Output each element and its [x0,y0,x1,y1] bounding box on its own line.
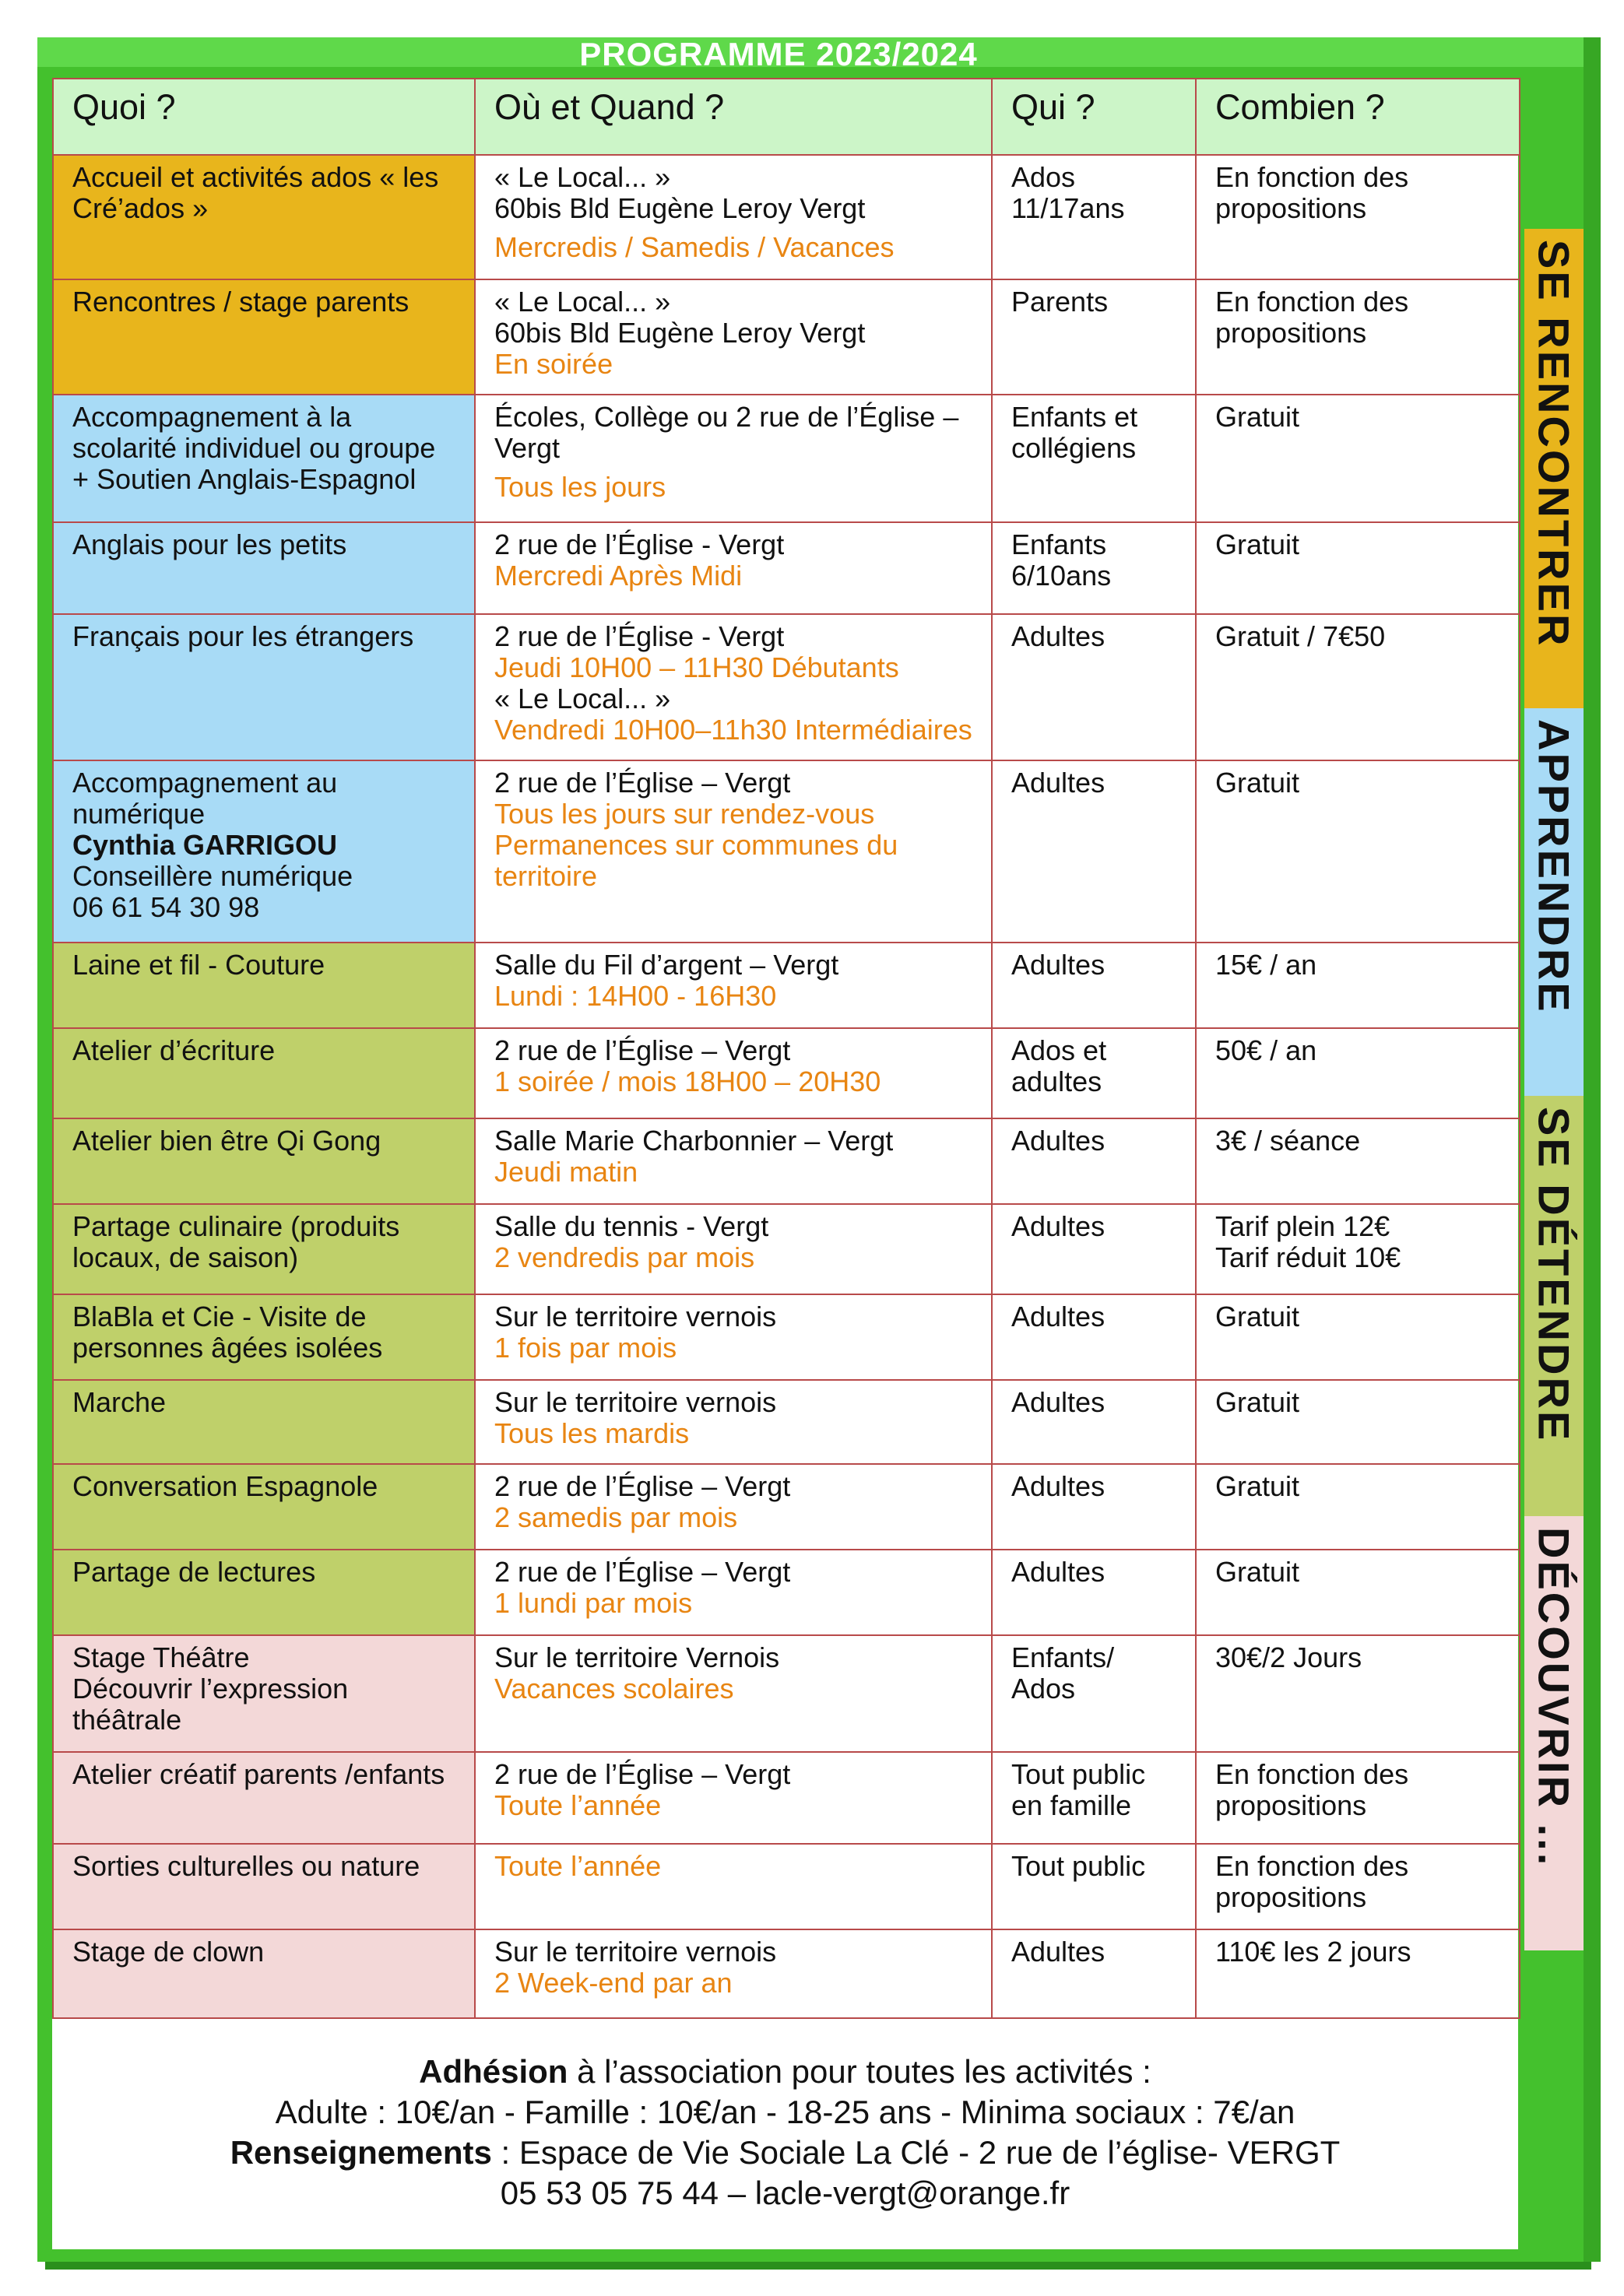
cell-who: Adultes [992,1464,1196,1550]
cell-where-when [475,395,992,522]
cell-what [53,943,475,1028]
cell-price: Gratuit [1196,1294,1520,1380]
cell-who: Enfants 6/10ans [992,522,1196,614]
cell-who: Enfants et collégiens [992,395,1196,522]
table-row [53,1118,1520,1204]
location: 2 rue de l’Église – Vergt [494,1034,791,1066]
schedule: Mercredi Après Midi [494,560,743,592]
activity-name: Partage de lectures [72,1556,316,1588]
location: « Le Local... » 60bis Bld Eugène Leroy Vergt [494,161,866,224]
location: 2 rue de l’Église – Vergt [494,1556,791,1588]
cell-who: Ados et adultes [992,1028,1196,1118]
footer-adhesion: Adhésion à l’association pour toutes les activités : [419,2053,1151,2090]
cell-price: En fonction des propositions [1196,1752,1520,1844]
side-label-se-detendre: SE DÉTENDRE [1524,1096,1584,1516]
cell-what [53,1294,475,1380]
activity-name: Accueil et activités ados « les Cré’ados » [72,161,439,224]
side-label-apprendre: APPRENDRE [1524,708,1584,1096]
cell-who: Adultes [992,1929,1196,2018]
location: Sur le territoire vernois [494,1386,777,1418]
activity-name: Laine et fil - Couture [72,949,325,981]
activity-name: Accompagnement au numérique [72,767,338,830]
location: 2 rue de l’Église - Vergt [494,620,785,652]
schedule: Tous les jours sur rendez-vous Permanences sur communes du territoire [494,798,898,892]
cell-who: Adultes [992,614,1196,760]
activity-name: Atelier d’écriture [72,1034,276,1066]
cell-what [53,1550,475,1635]
cell-what [53,155,475,279]
table-row [53,1294,1520,1380]
cell-where-when [475,760,992,943]
schedule: Toute l’année [494,1789,662,1821]
schedule: 1 soirée / mois 18H00 – 20H30 [494,1065,881,1097]
cell-where-when [475,1464,992,1550]
table-row [53,1204,1520,1294]
cell-what [53,1635,475,1752]
cell-where-when [475,943,992,1028]
header-where: Où et Quand ? [475,79,992,155]
table-row [53,1752,1520,1844]
activity-name: Anglais pour les petits [72,528,347,560]
schedule: Vacances scolaires [494,1673,734,1704]
cell-price: Gratuit [1196,1550,1520,1635]
footer-tarifs: Adulte : 10€/an - Famille : 10€/an - 18-25 ans - Minima sociaux : 7€/an [275,2094,1295,2130]
header-price: Combien ? [1196,79,1520,155]
cell-price: 15€ / an [1196,943,1520,1028]
table-row [53,522,1520,614]
cell-where-when [475,1204,992,1294]
table-row [53,1028,1520,1118]
schedule: 1 fois par mois [494,1332,677,1364]
table-row [53,155,1520,279]
location: Salle du tennis - Vergt [494,1210,769,1242]
schedule: Jeudi matin [494,1156,638,1188]
cell-price: Gratuit [1196,1380,1520,1464]
cell-where-when [475,279,992,395]
cell-who: Adultes [992,943,1196,1028]
program-table [52,78,1520,2019]
cell-who: Adultes [992,1550,1196,1635]
cell-price: Tarif plein 12€ Tarif réduit 10€ [1196,1204,1520,1294]
footer-renseignements: Renseignements : Espace de Vie Sociale La Clé - 2 rue de l’église- VERGT [230,2134,1341,2171]
cell-price: 110€ les 2 jours [1196,1929,1520,2018]
cell-what [53,760,475,943]
cell-price: 3€ / séance [1196,1118,1520,1204]
cell-who: Enfants/ Ados [992,1635,1196,1752]
table-row [53,1844,1520,1929]
activity-name: Sorties culturelles ou nature [72,1850,420,1882]
cell-where-when [475,1294,992,1380]
cell-what [53,1752,475,1844]
cell-who: Ados 11/17ans [992,155,1196,279]
table-row [53,1380,1520,1464]
cell-what [53,1204,475,1294]
cell-where-when [475,1635,992,1752]
activity-contact-details: Conseillère numérique 06 61 54 30 98 [72,860,353,923]
schedule-secondary: Vendredi 10H00–11h30 Intermédiaires [494,714,972,746]
cell-what [53,395,475,522]
activity-name: Conversation Espagnole [72,1470,378,1502]
location: Sur le territoire Vernois [494,1641,780,1673]
table-header-row [53,79,1520,155]
side-label-se-rencontrer: SE RENCONTRER [1524,229,1584,708]
location: « Le Local... » 60bis Bld Eugène Leroy Vergt [494,286,866,349]
cell-where-when [475,155,992,279]
cell-where-when [475,1550,992,1635]
cell-who: Adultes [992,1380,1196,1464]
cell-where-when [475,614,992,760]
page-title: PROGRAMME 2023/2024 [579,36,978,72]
schedule: En soirée [494,348,613,380]
activity-name: Accompagnement à la scolarité individuel ou groupe + Soutien Anglais-Espagnol [72,401,436,495]
location: 2 rue de l’Église – Vergt [494,767,791,799]
cell-price: En fonction des propositions [1196,1844,1520,1929]
cell-price: Gratuit [1196,760,1520,943]
cell-what [53,1844,475,1929]
table-row [53,395,1520,522]
cell-price: Gratuit / 7€50 [1196,614,1520,760]
cell-who: Adultes [992,1118,1196,1204]
location: Écoles, Collège ou 2 rue de l’Église – Vergt [494,401,959,464]
cell-where-when [475,1118,992,1204]
schedule: Tous les jours [494,471,666,503]
activity-name: Atelier bien être Qi Gong [72,1125,381,1157]
schedule: 1 lundi par mois [494,1587,693,1619]
cell-price: En fonction des propositions [1196,155,1520,279]
cell-what [53,614,475,760]
table-row [53,1550,1520,1635]
location: Sur le territoire vernois [494,1301,777,1332]
cell-who: Tout public [992,1844,1196,1929]
activity-name: Marche [72,1386,167,1418]
cell-what [53,1464,475,1550]
cell-who: Parents [992,279,1196,395]
footer-contact: 05 53 05 75 44 – lacle-vergt@orange.fr [500,2175,1070,2211]
schedule: 2 samedis par mois [494,1501,738,1533]
cell-who: Adultes [992,1294,1196,1380]
table-row [53,1635,1520,1752]
cell-price: Gratuit [1196,1464,1520,1550]
activity-name: Stage Théâtre Découvrir l’expression théâtrale [72,1641,349,1736]
footer-info [52,2052,1518,2213]
location: Sur le territoire vernois [494,1936,777,1968]
schedule: Toute l’année [494,1850,662,1882]
cell-what [53,1118,475,1204]
header-who: Qui ? [992,79,1196,155]
cell-what [53,1929,475,2018]
cell-where-when [475,1380,992,1464]
schedule: Mercredis / Samedis / Vacances [494,231,895,263]
cell-where-when [475,1929,992,2018]
table-row [53,279,1520,395]
table-row [53,614,1520,760]
table-row [53,1464,1520,1550]
activity-contact-name: Cynthia GARRIGOU [72,829,338,861]
activity-name: Stage de clown [72,1936,265,1968]
schedule: 2 vendredis par mois [494,1241,755,1273]
cell-what [53,1380,475,1464]
activity-name: BlaBla et Cie - Visite de personnes âgées isolées [72,1301,383,1364]
table-row [53,760,1520,943]
cell-price: En fonction des propositions [1196,279,1520,395]
location: 2 rue de l’Église – Vergt [494,1470,791,1502]
cell-price: Gratuit [1196,395,1520,522]
cell-who: Adultes [992,760,1196,943]
cell-where-when [475,1028,992,1118]
schedule: 2 Week-end par an [494,1967,733,1999]
location: 2 rue de l’Église – Vergt [494,1758,791,1790]
cell-price: 50€ / an [1196,1028,1520,1118]
activity-name: Atelier créatif parents /enfants [72,1758,445,1790]
cell-who: Adultes [992,1204,1196,1294]
cell-where-when [475,522,992,614]
location: 2 rue de l’Église - Vergt [494,528,785,560]
schedule: Lundi : 14H00 - 16H30 [494,980,777,1012]
cell-where-when [475,1844,992,1929]
header-what: Quoi ? [53,79,475,155]
table-row [53,943,1520,1028]
location-secondary: « Le Local... » [494,683,671,714]
activity-name: Rencontres / stage parents [72,286,410,318]
schedule: Jeudi 10H00 – 11H30 Débutants [494,651,899,683]
cell-what [53,279,475,395]
cell-price: 30€/2 Jours [1196,1635,1520,1752]
location: Salle Marie Charbonnier – Vergt [494,1125,894,1157]
schedule: Tous les mardis [494,1417,690,1449]
cell-who: Tout public en famille [992,1752,1196,1844]
cell-what [53,522,475,614]
activity-name: Partage culinaire (produits locaux, de saison) [72,1210,400,1273]
table-row [53,1929,1520,2018]
side-label-decouvrir: DÉCOUVRIR ... [1524,1516,1584,1950]
activity-name: Français pour les étrangers [72,620,414,652]
cell-what [53,1028,475,1118]
cell-price: Gratuit [1196,522,1520,614]
board-right-edge [1584,37,1601,2262]
cell-where-when [475,1752,992,1844]
location: Salle du Fil d’argent – Vergt [494,949,839,981]
